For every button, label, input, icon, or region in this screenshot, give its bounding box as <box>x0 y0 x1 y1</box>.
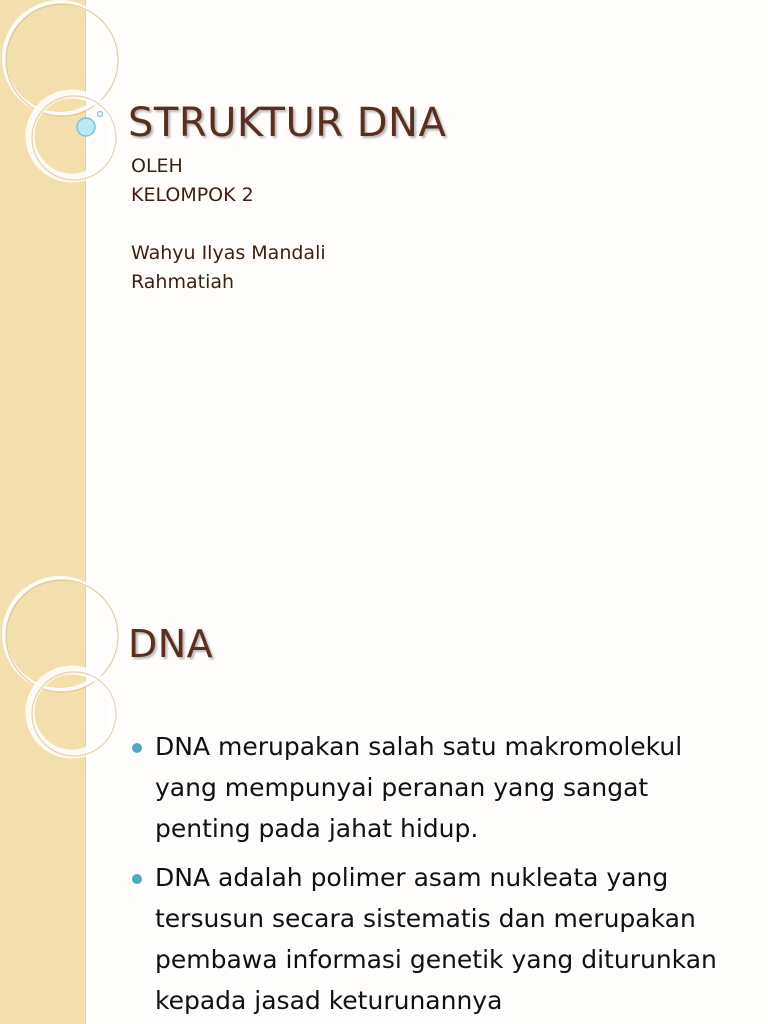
bullet-dot-icon <box>132 874 142 884</box>
bullet-text: DNA adalah polimer asam nukleata yang tersusun secara sistematis dan merupakan pembawa informasi genetik yang diturunkan kepada jasad keturunannya <box>155 863 717 1015</box>
bullet-item <box>130 726 750 849</box>
decorative-rings <box>0 576 140 776</box>
subtitle-line: OLEH <box>131 155 183 177</box>
bullet-text: DNA merupakan salah satu makromolekul yang mempunyai peranan yang sangat penting pada jahat hidup. <box>155 732 683 843</box>
bullet-item <box>130 857 750 1021</box>
subtitle-line: Rahmatiah <box>131 271 235 293</box>
ring-small-shadow <box>32 672 116 756</box>
bubble-small <box>98 112 103 117</box>
slide-title: STRUKTUR DNA <box>128 100 447 146</box>
bubble-large <box>77 118 95 136</box>
ring-small-shadow <box>32 96 116 180</box>
subtitle-line: Wahyu Ilyas Mandali <box>131 242 326 264</box>
subtitle-gap <box>131 210 326 239</box>
subtitle-block <box>131 152 326 297</box>
slide-2 <box>0 576 768 1024</box>
subtitle-line: KELOMPOK 2 <box>131 184 254 206</box>
decorative-rings <box>0 0 140 200</box>
bullet-dot-icon <box>132 743 142 753</box>
slide-title: DNA <box>128 622 214 666</box>
bullet-list <box>130 726 750 1024</box>
